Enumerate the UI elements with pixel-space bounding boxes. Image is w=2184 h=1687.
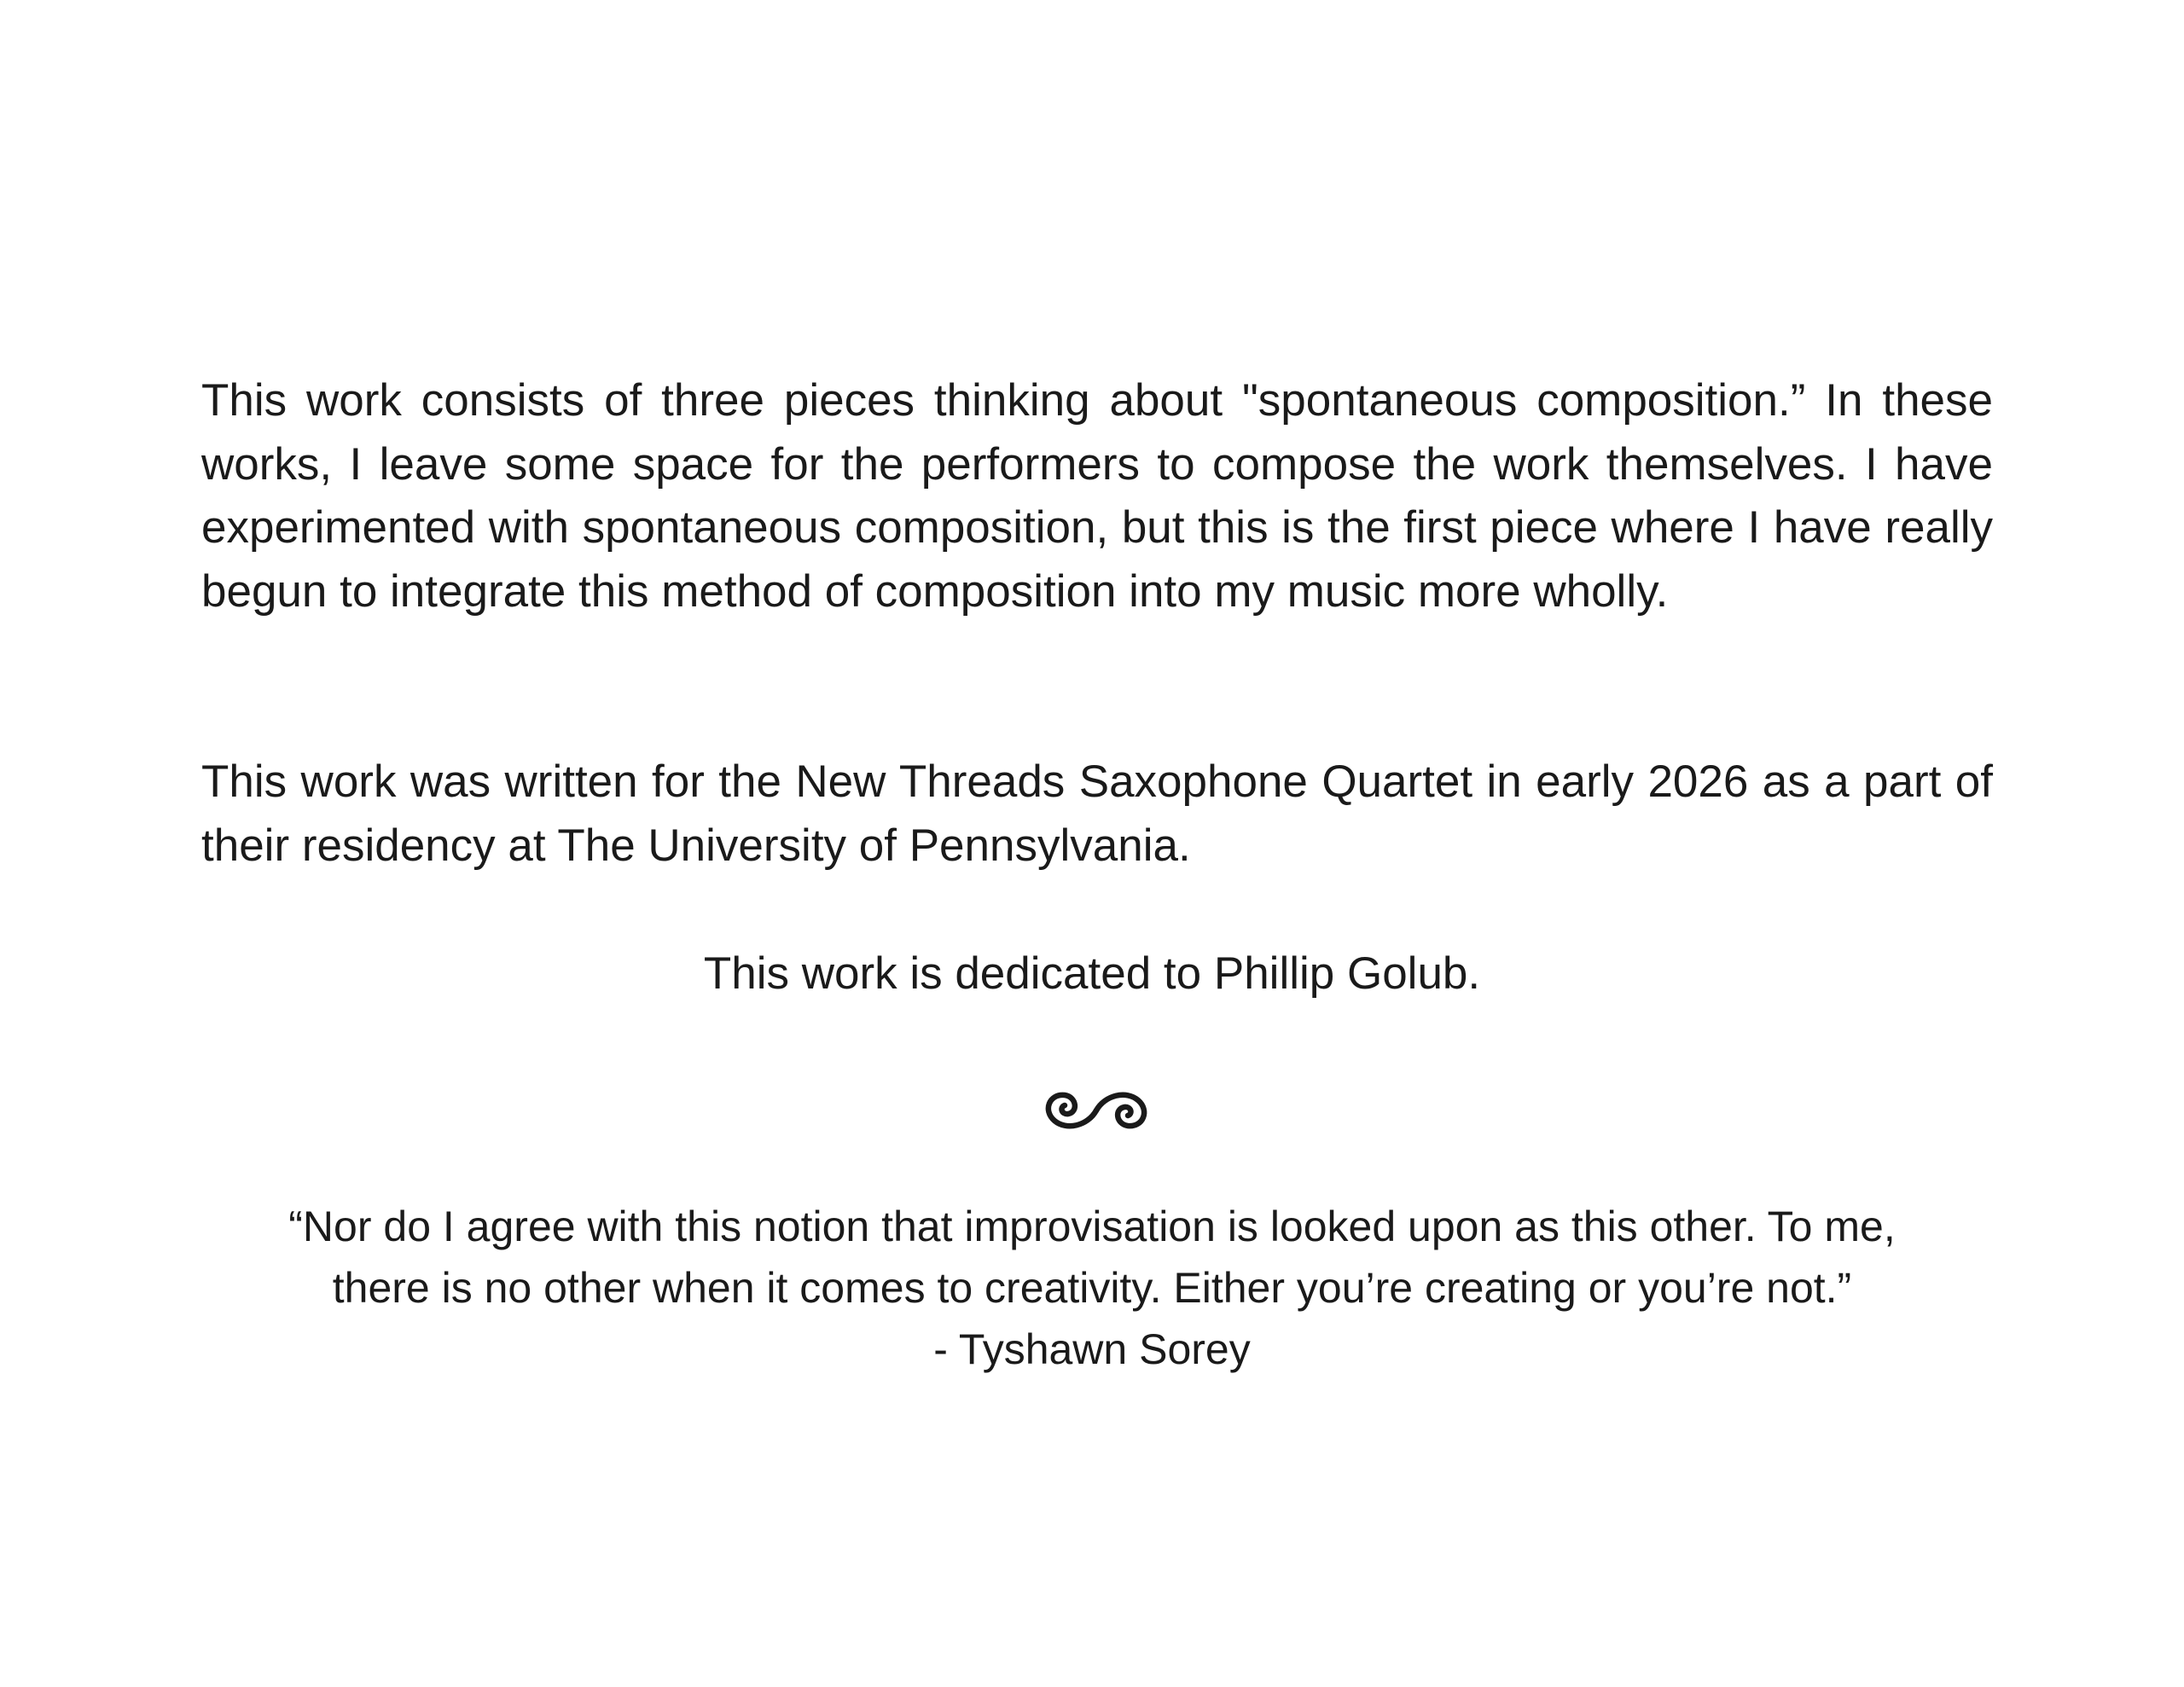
double-spiral-flourish-icon [1041,1085,1152,1136]
epigraph-quote [0,1196,2184,1380]
dedication-line: This work is dedicated to Phillip Golub. [703,948,1481,999]
program-note-paragraph-1: This work consists of three pieces thinking about "spontaneous composition.” In these works, I leave some space for the performers to compose the work themselves. I have experimented with spontaneous composition, but this is the first piece where I have really begun to integrate this method of composition into my music more wholly. [201,375,1993,617]
program-note-paragraph-2: This work was written for the New Threads Saxophone Quartet in early 2026 as a part of their residency at The University of Pennsylvania. [201,757,1993,871]
quote-line-1: “Nor do I agree with this notion that improvisation is looked upon as this other. To me, [288,1203,1896,1250]
quote-attribution: - Tyshawn Sorey [933,1325,1251,1373]
quote-line-2: there is no other when it comes to creativity. Either you’re creating or you’re not.” [332,1264,1852,1312]
